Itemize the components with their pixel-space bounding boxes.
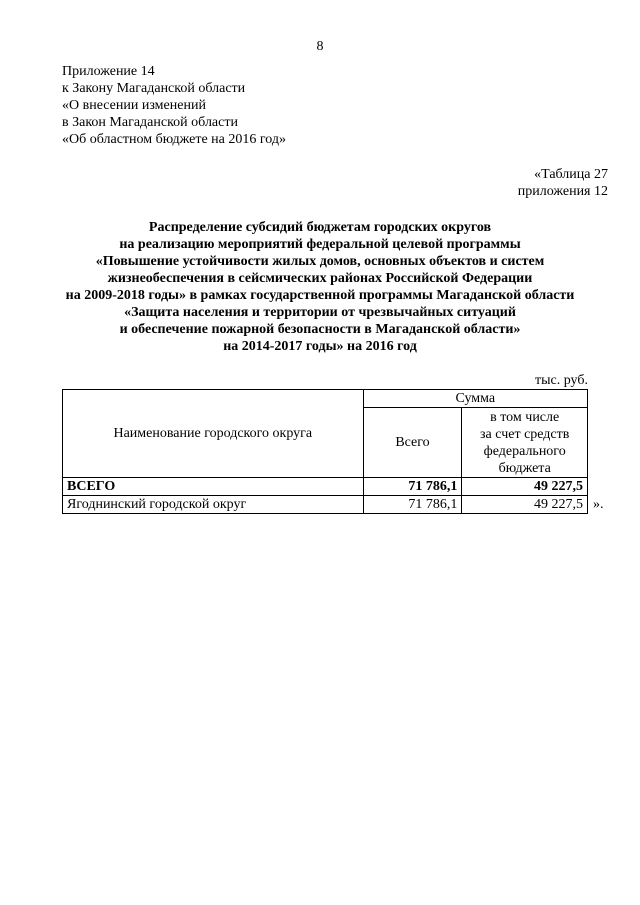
title-line: жизнеобеспечения в сейсмических районах Российской Федерации: [107, 271, 533, 286]
closing-quote: ».: [593, 497, 604, 512]
appendix-line: «Об областном бюджете на 2016 год»: [62, 132, 286, 147]
title-line: на 2009-2018 годы» в рамках государственной программы Магаданской области: [65, 288, 575, 303]
row-federal-value: 49 227,5: [462, 478, 588, 496]
page-number: 8: [316, 39, 324, 54]
subsidy-table: [62, 389, 588, 514]
row-total-value: 71 786,1: [363, 478, 462, 496]
appendix-line: Приложение 14: [62, 64, 155, 79]
table-row-total: [63, 478, 588, 496]
table-header-row: [63, 390, 588, 408]
column-header-federal-line: федерального: [483, 443, 566, 459]
title-line: «Защита населения и территории от чрезвычайных ситуаций: [124, 305, 516, 320]
title-line: Распределение субсидий бюджетам городских округов: [148, 220, 492, 235]
appendix-line: к Закону Магаданской области: [62, 81, 246, 96]
appendix-line: «О внесении изменений: [62, 98, 206, 113]
row-total-value: 71 786,1: [363, 496, 462, 514]
table-row: [63, 496, 588, 514]
appendix-line: в Закон Магаданской области: [62, 115, 238, 130]
row-name: ВСЕГО: [63, 478, 364, 496]
column-header-federal-line: в том числе: [490, 409, 560, 425]
title-line: и обеспечение пожарной безопасности в Магаданской области»: [119, 322, 521, 337]
column-header-federal: [462, 408, 588, 478]
title-line: «Повышение устойчивости жилых домов, основных объектов и систем: [95, 254, 545, 269]
column-header-federal-line: за счет средств: [480, 426, 570, 442]
title-line: на 2014-2017 годы» на 2016 год: [223, 339, 417, 354]
column-header-federal-line: бюджета: [498, 460, 551, 476]
document-title: [40, 219, 600, 355]
row-federal-value: 49 227,5: [462, 496, 588, 514]
row-name: Ягоднинский городской округ: [63, 496, 364, 514]
column-header-sum: Сумма: [363, 390, 587, 408]
table-reference-line: «Таблица 27: [534, 167, 608, 182]
units-label: тыс. руб.: [535, 373, 588, 388]
title-line: на реализацию мероприятий федеральной целевой программы: [119, 237, 521, 252]
appendix-reference: [62, 63, 286, 148]
column-header-total: Всего: [363, 408, 462, 478]
column-header-name: Наименование городского округа: [63, 390, 364, 478]
table-reference: [518, 166, 608, 200]
table-reference-line: приложения 12: [517, 184, 608, 199]
